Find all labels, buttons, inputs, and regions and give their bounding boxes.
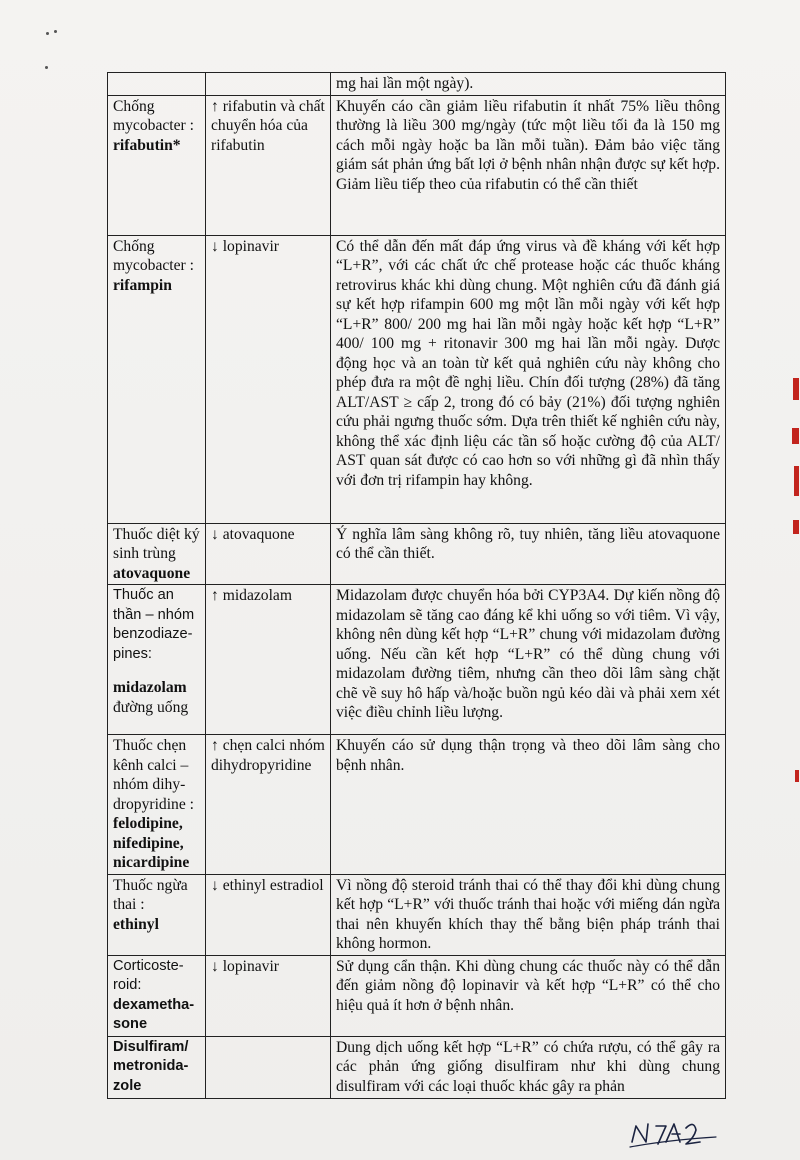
handwritten-initials: [628, 1112, 718, 1152]
drug-class-cell: [108, 235, 206, 523]
table-row: [108, 95, 726, 235]
effect-cell: ↑ rifabutin và chất chuyển hóa của rifabutin: [206, 95, 331, 235]
drug-name: midazolam: [113, 679, 187, 696]
table-row: [108, 523, 726, 585]
drug-class-cell: [108, 955, 206, 1036]
drug-name: rifabutin*: [113, 136, 181, 154]
comment-cell: Sử dụng cẩn thận. Khi dùng chung các thuốc này có thể dẫn đến giảm nồng độ lopinavir và kết hợp “L+R” có thể cho hiệu quả ít hơn ở bệnh nhân.: [331, 955, 726, 1036]
drug-name: felodipine, nifedipine, nicardipine: [113, 815, 190, 871]
drug-class-label: Thuốc ngừa thai :: [113, 876, 188, 913]
red-margin-mark: [794, 466, 799, 496]
effect-cell: ↑ midazolam: [206, 585, 331, 735]
drug-interaction-table: [107, 72, 726, 1099]
comment-cell: Ý nghĩa lâm sàng không rõ, tuy nhiên, tăng liều atovaquone có thể cần thiết.: [331, 523, 726, 585]
drug-class-label: Chống mycobacter :: [113, 237, 194, 274]
drug-route: đường uống: [113, 698, 189, 716]
table-row: [108, 585, 726, 735]
drug-class-cell: [108, 585, 206, 735]
drug-name: Disulfiram/ metronida-zole: [113, 1038, 189, 1094]
table-row: [108, 235, 726, 523]
effect-cell: ↓ lopinavir: [206, 235, 331, 523]
effect-cell: ↓ ethinyl estradiol: [206, 874, 331, 955]
drug-name: atovaquone: [113, 564, 191, 582]
drug-class-label: Corticoste-roid:: [113, 957, 184, 993]
comment-cell: Khuyến cáo cần giảm liều rifabutin ít nhất 75% liều thông thường là liều 300 mg/ngày (tức một liều tối đa là 150 mg cách mỗi ngày hoặc ba lần mỗi tuần). Đảm bảo việc tăng giám sát phản ứng bất lợi ở bệnh nhân nhận được sự kết hợp. Giảm liều tiếp theo của rifabutin có thể cần thiết: [331, 95, 726, 235]
effect-cell: [206, 1036, 331, 1098]
red-margin-mark: [795, 770, 799, 782]
effect-cell: [206, 73, 331, 96]
drug-class-label: Thuốc chẹn kênh calci – nhóm dihy-dropyridine :: [113, 737, 194, 813]
red-margin-mark: [793, 378, 799, 400]
drug-class-cell: [108, 523, 206, 585]
drug-name: dexametha-sone: [113, 996, 195, 1032]
drug-class-label: Thuốc diệt ký sinh trùng: [113, 525, 200, 562]
drug-class-label: Chống mycobacter :: [113, 97, 194, 134]
comment-cell: Midazolam được chuyển hóa bởi CYP3A4. Dự kiến nồng độ midazolam sẽ tăng cao đáng kể khi uống so với tiêm. Vì vậy, không nên dùng kết hợp “L+R” chung với midazolam đường uống. Nếu cần kết hợp “L+R” có thể dùng chung với midazolam đường tiêm, nhưng cần theo dõi lâm sàng chặt chẽ về suy hô hấp và/hoặc buồn ngủ kéo dài và phải xem xét việc điều chỉnh liều lượng.: [331, 585, 726, 735]
drug-name: ethinyl: [113, 915, 159, 933]
drug-class-cell: [108, 95, 206, 235]
drug-class-cell: [108, 735, 206, 875]
comment-cell: Dung dịch uống kết hợp “L+R” có chứa rượu, có thể gây ra các phản ứng giống disulfiram như khi dùng chung disulfiram với các loại thuốc khác gây ra phản: [331, 1036, 726, 1098]
effect-cell: ↓ lopinavir: [206, 955, 331, 1036]
table-row: [108, 1036, 726, 1098]
table-row: [108, 874, 726, 955]
drug-name: rifampin: [113, 276, 172, 294]
drug-class-cell: [108, 1036, 206, 1098]
drug-class-cell: [108, 73, 206, 96]
comment-cell: Khuyến cáo sử dụng thận trọng và theo dõi lâm sàng cho bệnh nhân.: [331, 735, 726, 875]
drug-class-cell: [108, 874, 206, 955]
table-row: [108, 955, 726, 1036]
effect-cell: ↓ atovaquone: [206, 523, 331, 585]
comment-cell: mg hai lần một ngày).: [331, 73, 726, 96]
effect-cell: ↑ chẹn calci nhóm dihydropyridine: [206, 735, 331, 875]
drug-class-label: Thuốc an thần – nhóm benzodiaze-pines:: [113, 587, 195, 662]
speck: [46, 32, 49, 35]
table-row: [108, 73, 726, 96]
table-row: [108, 735, 726, 875]
red-margin-mark: [792, 428, 799, 444]
comment-cell: Có thể dẫn đến mất đáp ứng virus và đề kháng với kết hợp “L+R”, với các chất ức chế protease hoặc các thuốc kháng retrovirus khác khi dùng chung. Một nghiên cứu đã đánh giá sự kết hợp rifampin 600 mg một lần mỗi ngày với kết hợp “L+R” 800/ 200 mg hai lần mỗi ngày hoặc kết hợp “L+R” 400/ 100 mg + ritonavir 300 mg hai lần mỗi ngày. Dược động học và an toàn từ kết quả nghiên cứu này không cho phép đưa ra một đề nghị liều. Chín đối tượng (28%) đã tăng ALT/AST ≥ cấp 2, trong đó có bảy (21%) đối tượng nghiên cứu phải ngưng thuốc sớm. Dựa trên thiết kế nghiên cứu này, không thể xác định liệu các tần số hoặc cường độ của ALT/ AST quan sát được có cao hơn so với những gì đã nhìn thấy với đơn trị rifampin hay không.: [331, 235, 726, 523]
speck: [54, 30, 57, 33]
comment-cell: Vì nồng độ steroid tránh thai có thể thay đổi khi dùng chung kết hợp “L+R” với thuốc tránh thai hoặc với miếng dán ngừa thai nên khuyến khích thay thế bằng biện pháp tránh thai không hormon.: [331, 874, 726, 955]
red-margin-mark: [793, 520, 799, 534]
speck: [45, 66, 48, 69]
